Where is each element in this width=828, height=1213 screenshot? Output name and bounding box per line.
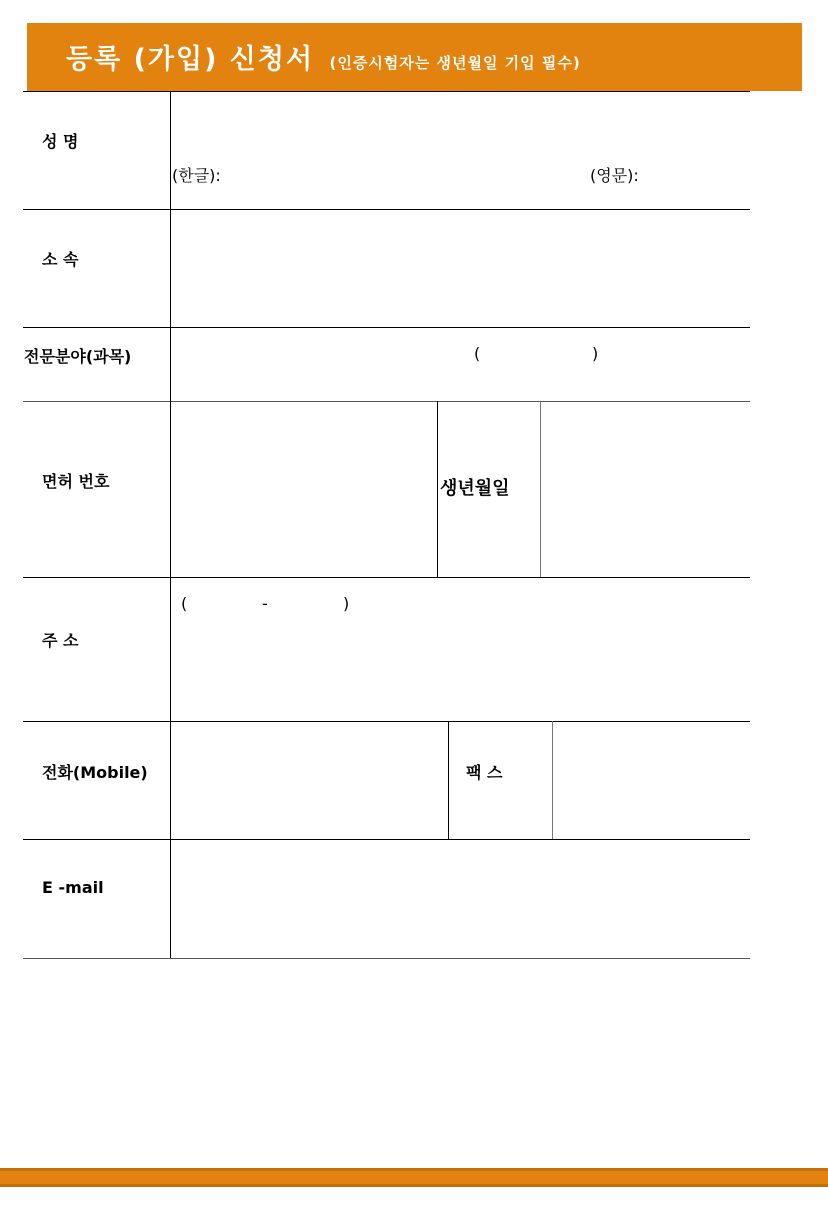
footer-line-middle (0, 1171, 828, 1184)
birthdate-label: 생년월일 (440, 478, 510, 499)
fax-field[interactable] (554, 723, 749, 838)
affiliation-label: 소 속 (42, 250, 79, 269)
postal-paren-close: ) (343, 594, 350, 613)
title-text: 등록 (가입) 신청서 (66, 44, 315, 75)
fax-label: 팩 스 (466, 763, 503, 782)
address-label: 주 소 (42, 631, 79, 650)
phone-label: 전화(Mobile) (42, 763, 148, 782)
phone-field[interactable] (172, 723, 447, 838)
specialty-label: 전문분야(과목) (24, 347, 132, 366)
specialty-field[interactable] (484, 335, 588, 365)
address-field[interactable] (172, 620, 749, 720)
row-divider-license (23, 577, 750, 578)
label-column-divider (170, 91, 171, 958)
row-divider-affiliation (23, 327, 750, 328)
phone-fax-divider (448, 721, 449, 839)
specialty-paren-open: ( (474, 344, 481, 363)
page-title (66, 37, 581, 76)
row-divider-address (23, 721, 750, 722)
postal-paren-open: ( (181, 594, 188, 613)
specialty-paren-close: ) (592, 344, 599, 363)
table-bottom-border (23, 958, 750, 959)
email-label: E -mail (42, 878, 104, 897)
name-english-field[interactable]: (영문): (590, 166, 639, 185)
license-birthdate-divider (437, 401, 438, 577)
title-note: (인증시험자는 생년월일 기입 필수) (329, 54, 581, 72)
postal-dash: - (262, 594, 268, 613)
birthdate-value-divider (540, 401, 541, 577)
email-field[interactable] (172, 841, 749, 957)
affiliation-field[interactable] (172, 211, 749, 326)
name-label: 성 명 (42, 132, 79, 151)
birthdate-field[interactable] (542, 403, 749, 576)
license-label: 면허 번호 (42, 472, 110, 491)
footer-line-bottom (0, 1184, 828, 1187)
table-top-border (23, 91, 750, 92)
fax-value-divider (552, 721, 553, 839)
row-divider-name (23, 209, 750, 210)
row-divider-phone (23, 839, 750, 840)
license-field[interactable] (172, 403, 436, 576)
name-korean-field[interactable]: (한글): (172, 166, 221, 185)
row-divider-specialty (23, 401, 750, 402)
